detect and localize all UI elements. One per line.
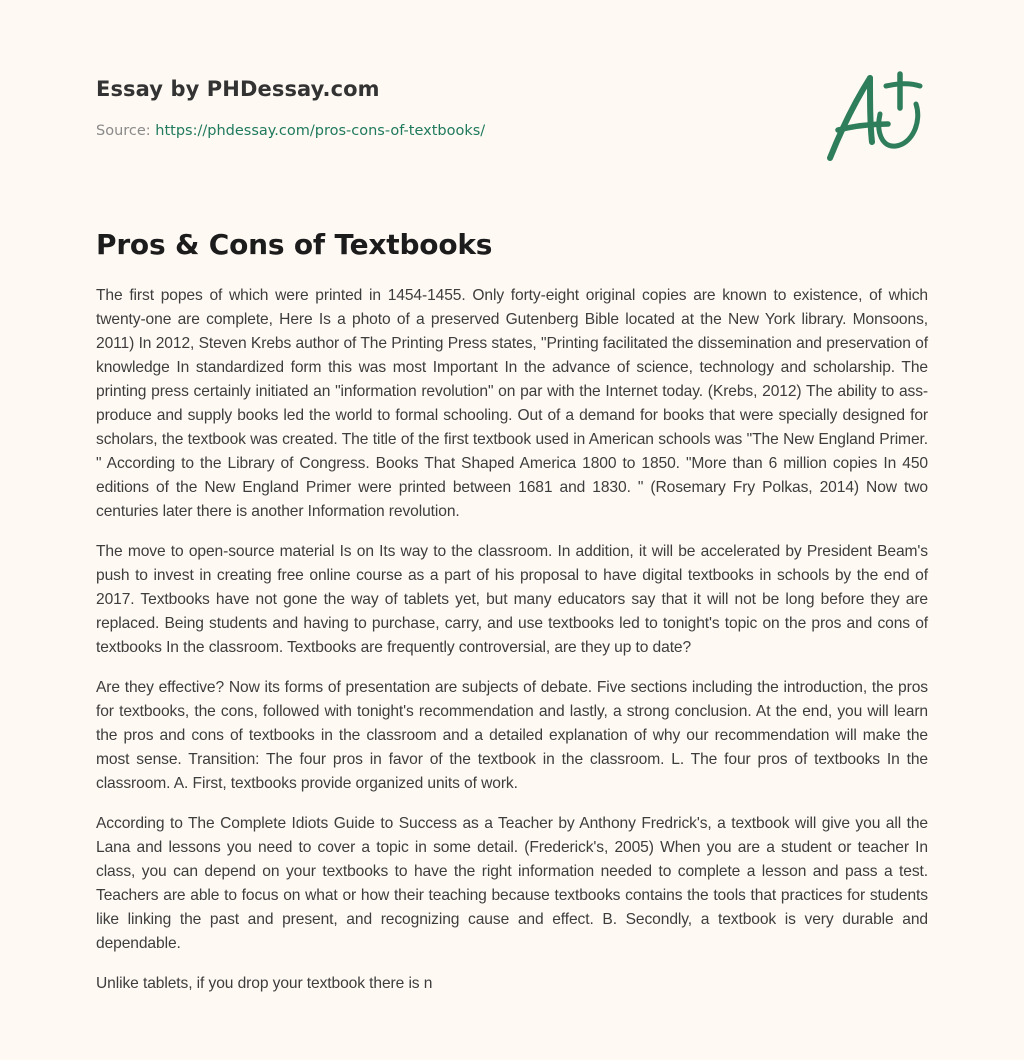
source-label: Source: (96, 123, 156, 139)
paragraph: Are they effective? Now its forms of presentation are subjects of debate. Five sections including the introduction, the pros for textbooks, the cons, followed with tonight's recommendation and lastly, a strong conclusion. At the end, you will learn the pros and cons of textbooks in the classroom and a detailed explanation of why our recommendation will make the most sense. Transition: The four pros in favor of the textbook in the classroom. L. The four pros of textbooks In the classroom. A. First, textbooks provide organized units of work. (96, 679, 928, 792)
paragraph: According to The Complete Idiots Guide to Success as a Teacher by Anthony Fredrick's, a textbook will give you all the Lana and lessons you need to cover a topic in some detail. (Frederick's, 2005) When you are a student or teacher In class, you can depend on your textbooks to have the right information needed to complete a lesson and pass a test. Teachers are able to focus on what or how their teaching because textbooks contains the tools that practices for students like linking the past and present, and recognizing cause and effect. B. Secondly, a textbook is very durable and dependable. (96, 815, 928, 952)
site-title: Essay by PHDessay.com (96, 77, 380, 101)
article-title: Pros & Cons of Textbooks (96, 228, 493, 261)
source-link[interactable]: https://phdessay.com/pros-cons-of-textbooks/ (155, 123, 486, 139)
paragraph: The move to open-source material Is on Its way to the classroom. In addition, it will be accelerated by President Beam's push to invest in creating free online course as a part of his proposal to have digital textbooks in schools by the end of 2017. Textbooks have not gone the way of tablets yet, but many educators say that it will not be long before they are replaced. Being students and having to purchase, carry, and use textbooks led to tonight's topic on the pros and cons of textbooks In the classroom. Textbooks are frequently controversial, are they up to date? (96, 543, 928, 656)
a-plus-grade-icon (820, 66, 930, 166)
article-body (96, 284, 928, 1012)
paragraph: The first popes of which were printed in 1454-1455. Only forty-eight original copies are known to existence, of which twenty-one are complete, Here Is a photo of a preserved Gutenberg Bible located at the New York library. Monsoons, 2011) In 2012, Steven Krebs author of The Printing Press states, "Printing facilitated the dissemination and preservation of knowledge In standardized form this was most Important In the advance of science, technology and scholarship. The printing press certainly initiated an "information revolution" on par with the Internet today. (Krebs, 2012) The ability to ass-produce and supply books led the world to formal schooling. Out of a demand for books that were specially designed for scholars, the textbook was created. The title of the first textbook used in American schools was "The New England Primer. " According to the Library of Congress. Books That Shaped America 1800 to 1850. "More than 6 million copies In 450 editions of the New England Primer were printed between 1681 and 1830. " (Rosemary Fry Polkas, 2014) Now two centuries later there is another Information revolution. (96, 287, 928, 520)
paragraph-truncated: Unlike tablets, if you drop your textbook there is n (96, 975, 433, 992)
page-header (96, 74, 796, 142)
source-line (96, 120, 796, 142)
